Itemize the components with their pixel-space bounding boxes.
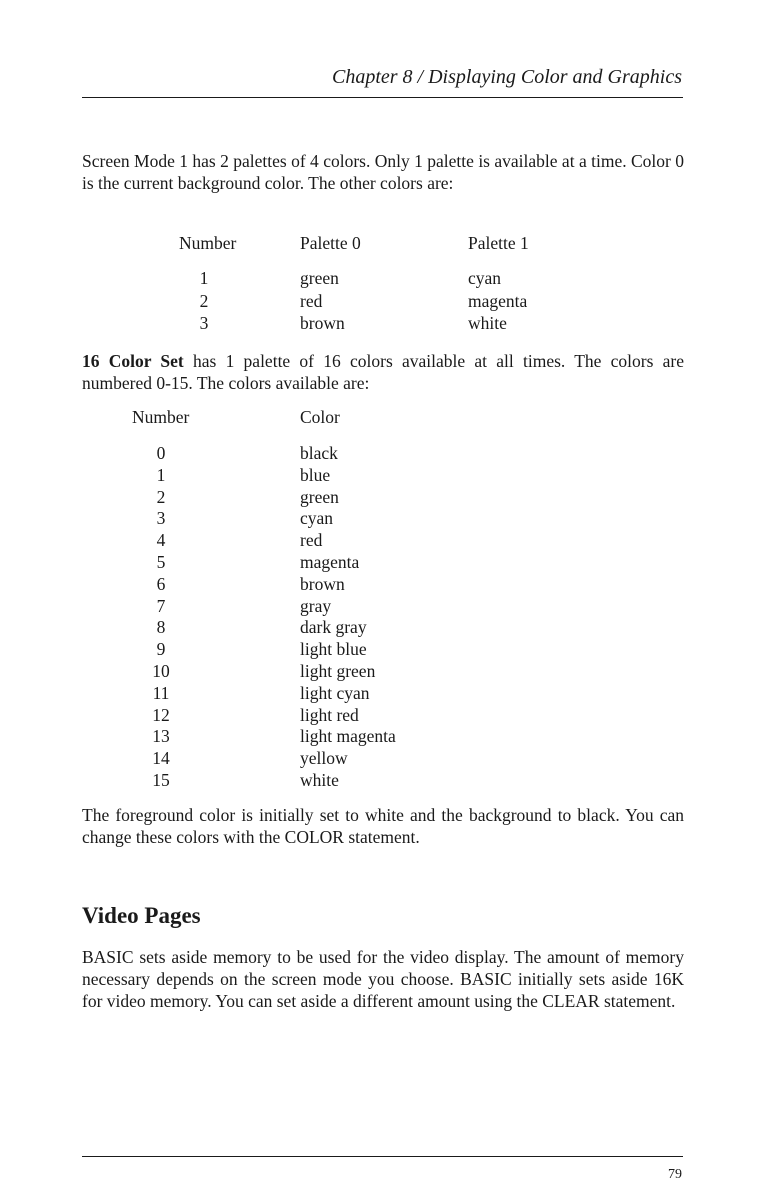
color-number-7: 7 (156, 595, 166, 616)
palette-cell-r2-c3: magenta (468, 290, 528, 311)
color-name-0: black (300, 443, 338, 463)
color-name-10: light green (300, 661, 376, 681)
color-number-6: 6 (156, 573, 166, 594)
color-name-15: white (300, 770, 339, 790)
color-number-12: 12 (152, 704, 170, 725)
color-number-3: 3 (156, 508, 166, 529)
color-set-text: has 1 palette of 16 colors available at all times. The colors are numbered 0-15. The colors available are: (82, 351, 684, 393)
color-name-1: blue (300, 464, 331, 485)
color-name-4: red (300, 530, 323, 551)
color-number-1: 1 (156, 464, 166, 485)
color-name-14: yellow (300, 748, 348, 769)
color-number-15: 15 (152, 770, 170, 790)
color-number-2: 2 (156, 486, 166, 507)
color-number-9: 9 (156, 639, 166, 660)
color-name-13: light magenta (300, 726, 396, 747)
footer-rule (82, 1156, 683, 1157)
foreground-paragraph: The foreground color is initially set to white and the background to black. You can change these colors with the COLOR statement. (82, 805, 684, 847)
palette-cell-r2-c1: 2 (199, 290, 209, 311)
intro-paragraph: Screen Mode 1 has 2 palettes of 4 colors. Only 1 palette is available at a time. Color 0 is the current background color. The other colors are: (82, 151, 684, 193)
palette-cell-r3-c1: 3 (199, 313, 209, 333)
palette-header-palette-0: Palette 0 (300, 233, 361, 253)
color-number-5: 5 (156, 552, 166, 572)
color-name-9: light blue (300, 639, 367, 660)
color-number-11: 11 (152, 682, 170, 703)
color-header-color: Color (300, 407, 340, 427)
color-number-8: 8 (156, 617, 166, 638)
palette-cell-r3-c3: white (468, 313, 507, 333)
color-name-5: magenta (300, 552, 360, 572)
video-pages-paragraph: BASIC sets aside memory to be used for the video display. The amount of memory necessary depends on the screen mode you choose. BASIC initially sets aside 16K for video memory. You can set aside a different amount using the CLEAR statement. (82, 947, 684, 1011)
color-name-11: light cyan (300, 682, 370, 703)
palette-cell-r2-c2: red (300, 290, 323, 311)
palette-header-number: Number (179, 233, 237, 253)
palette-cell-r1-c3: cyan (468, 268, 502, 288)
palette-cell-r1-c2: green (300, 268, 339, 288)
color-name-8: dark gray (300, 617, 367, 638)
palette-cell-r3-c2: brown (300, 313, 345, 333)
color-number-13: 13 (152, 726, 170, 747)
color-header-number: Number (132, 407, 190, 427)
color-set-bold-lead: 16 Color Set (82, 351, 184, 371)
color-name-7: gray (300, 595, 332, 616)
color-name-12: light red (300, 704, 359, 725)
running-header: Chapter 8 / Displaying Color and Graphics (331, 66, 682, 88)
palette-header-palette-1: Palette 1 (468, 233, 529, 253)
color-number-10: 10 (152, 661, 170, 681)
section-heading-video-pages: Video Pages (82, 903, 201, 928)
palette-cell-r1-c1: 1 (199, 268, 209, 288)
color-name-3: cyan (300, 508, 334, 529)
color-number-14: 14 (152, 748, 170, 769)
color-name-6: brown (300, 573, 345, 594)
color-name-2: green (300, 486, 339, 507)
color-number-0: 0 (156, 443, 166, 463)
page-number: 79 (668, 1167, 682, 1182)
color-number-4: 4 (156, 530, 166, 551)
